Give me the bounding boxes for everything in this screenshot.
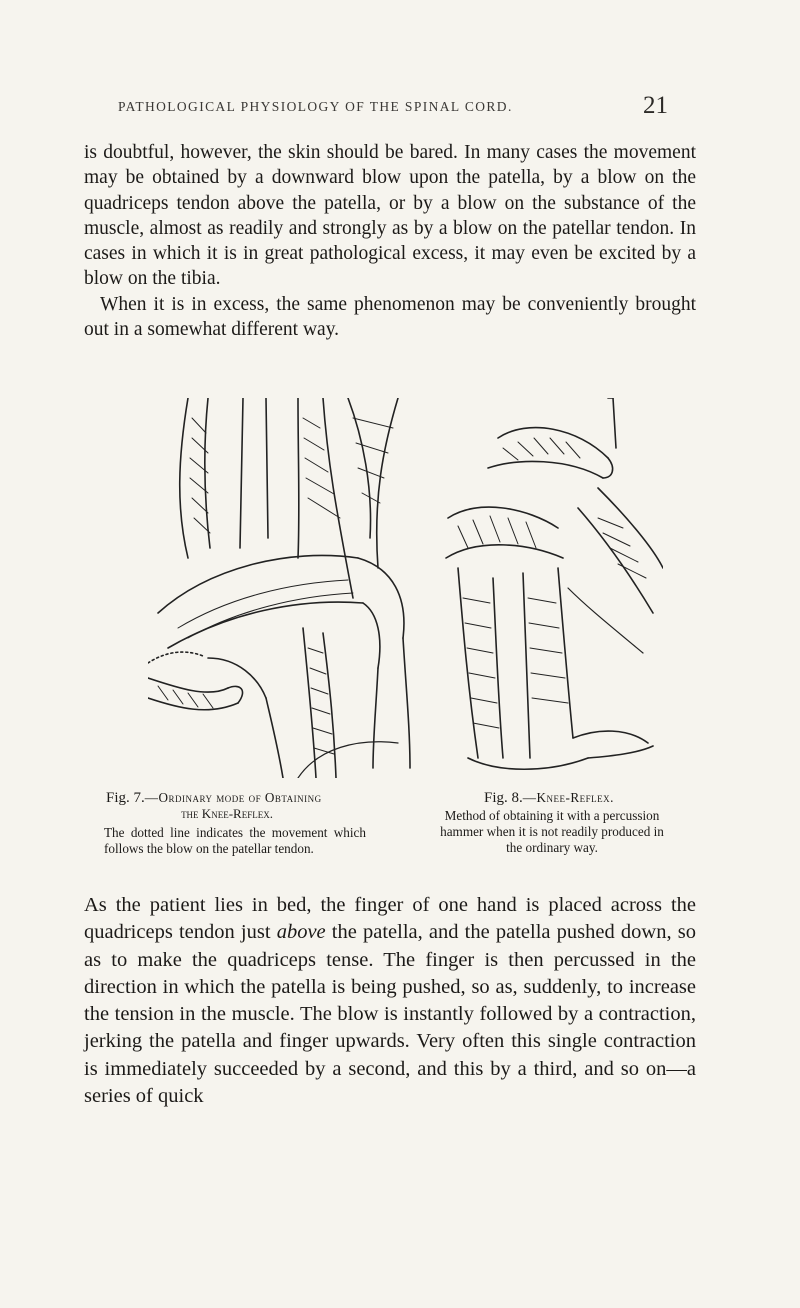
- figure-8-label: Fig. 8.: [484, 790, 523, 806]
- paragraph-1-text: is doubtful, however, the skin should be bared. In many cases the movement may be obtained by a downward blow upon the patella, by a blow on the quadriceps tendon above the patella, or by a blow on the substance of the muscle, almost as readily and strongly as by a blow on the patellar tendon. In cases in which it is in great pathological excess, it may even be excited by a blow on the tibia.: [84, 142, 696, 290]
- knee-reflex-engraving-ordinary: [148, 398, 416, 778]
- figure-8-title: [437, 790, 667, 806]
- paragraph-2-emphasis: above: [276, 921, 326, 944]
- figure-8-caption: [437, 790, 667, 856]
- figure-7-label: Fig. 7.: [106, 790, 145, 806]
- page-number: 21: [643, 92, 668, 119]
- figure-8-description: Method of obtaining it with a percussion hammer when it is not readily produced in the ordinary way.: [440, 808, 664, 855]
- figure-7-title-part2: the Knee-Reflex.: [181, 806, 273, 821]
- paragraph-2-before: As the patient lies in bed, the finger of one hand is placed across the quadriceps tendon just: [84, 894, 696, 944]
- page-header: [118, 92, 668, 124]
- figure-8-illustration: [438, 398, 663, 776]
- knee-reflex-engraving-hammer: [438, 398, 663, 776]
- figure-7-title-part1: —Ordinary mode of Obtaining: [144, 790, 322, 805]
- figure-7-illustration: [148, 398, 416, 778]
- running-title: PATHOLOGICAL PHYSIOLOGY OF THE SPINAL CORD.: [118, 99, 513, 114]
- figure-7-title: [104, 790, 380, 806]
- paragraph-1: [84, 140, 696, 342]
- paragraph-1-continuation: When it is in excess, the same phenomenon may be conveniently brought out in a somewhat different way.: [84, 293, 696, 341]
- figure-7-caption: [104, 790, 380, 857]
- figure-7-description: The dotted line indicates the movement which follows the blow on the patellar tendon.: [104, 825, 366, 856]
- paragraph-2: [84, 892, 696, 1110]
- paragraph-2-after: the patella, and the patella pushed down, so as to make the quadriceps tense. The finger is then percussed in the direction in which the patella is being pushed, so as, suddenly, to increase the tension in the muscle. The blow is instantly followed by a contraction, jerking the patella and finger upwards. Very often this single contraction is immediately succeeded by a second, and this by a third, and so on—a series of quick: [84, 921, 696, 1108]
- figure-8-title-text: —Knee-Reflex.: [522, 790, 614, 805]
